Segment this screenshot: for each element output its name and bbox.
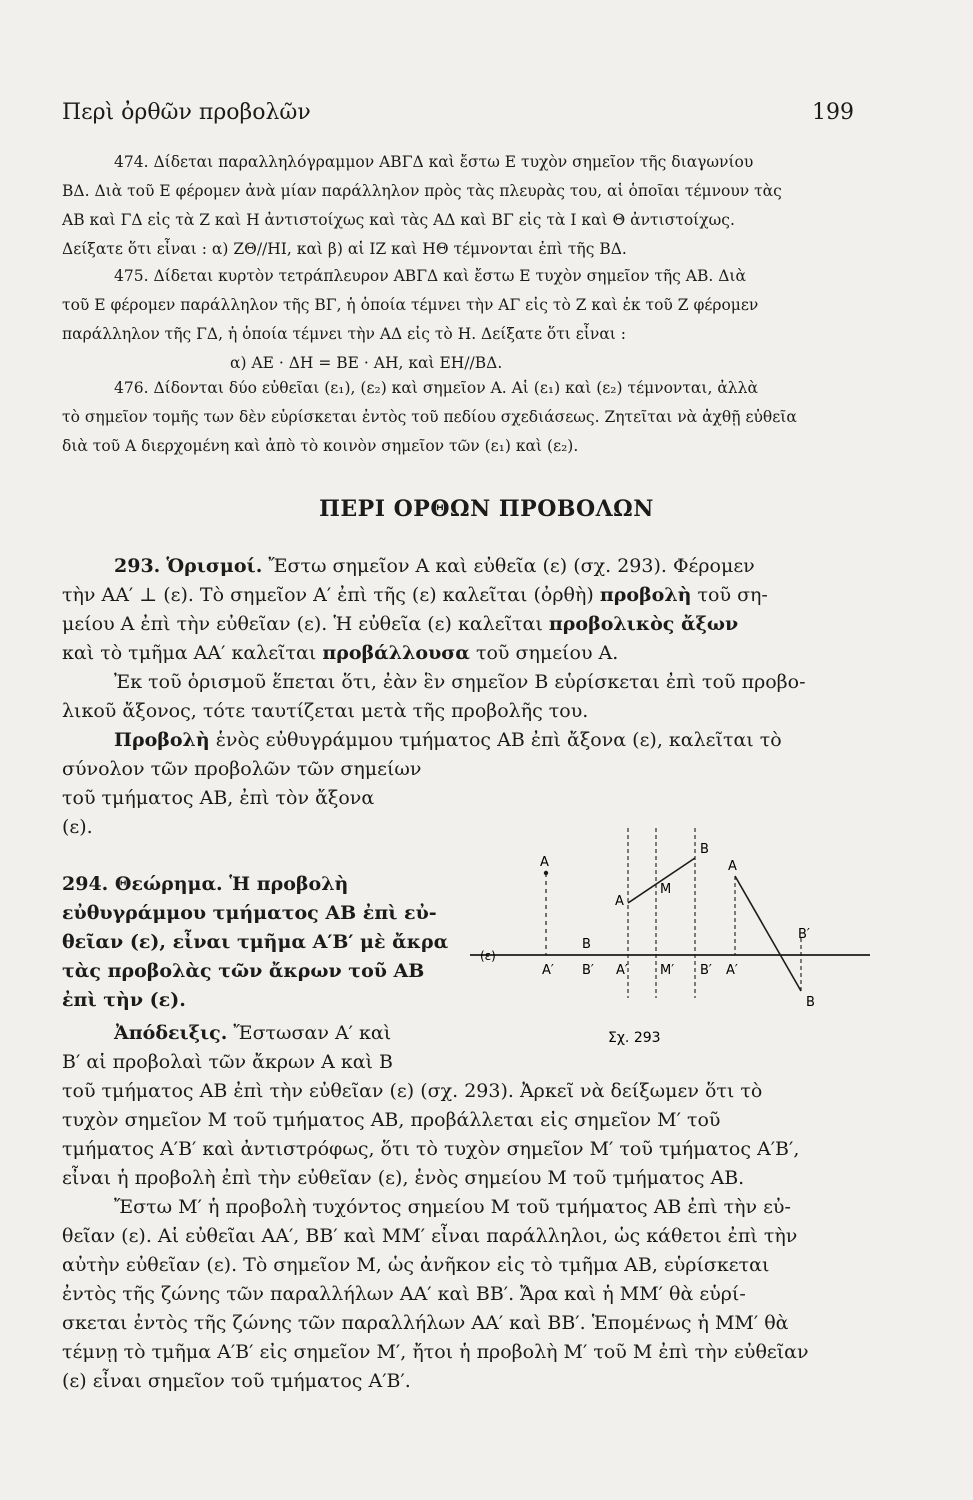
label-bp3: B′: [798, 927, 810, 942]
definition-line: Ἐκ τοῦ ὁρισμοῦ ἕπεται ὅτι, ἐὰν ἓν σημεῖον Β εὑρίσκεται ἐπὶ τοῦ προβο-: [114, 671, 806, 693]
proof-line: τοῦ τμήματος ΑΒ ἐπὶ τὴν εὐθεῖαν (ε) (σχ. 293). Ἀρκεῖ νὰ δείξωμεν ὅτι τὸ: [62, 1080, 763, 1102]
label-b3: B: [806, 995, 815, 1010]
text: τὴν ΑΑ′ ⊥ (ε). Τὸ σημεῖον Α′ ἐπὶ τῆς (ε) καλεῖται (ὀρθὴ): [62, 584, 594, 606]
definition-line: [62, 552, 854, 581]
term-segment-projection: Προβολὴ: [114, 729, 210, 751]
text: ἑνὸς εὐθυγράμμου τμήματος ΑΒ ἐπὶ ἄξονα (ε), καλεῖται τὸ: [215, 729, 782, 751]
definition-number: 293.: [114, 555, 161, 577]
definition-line: [62, 610, 854, 639]
section-title: ΠΕΡΙ ΟΡΘΩΝ ΠΡΟΒΟΛΩΝ: [319, 496, 654, 522]
definition-line: [62, 639, 854, 668]
label-b1: B: [582, 937, 591, 952]
label-ap2: A′: [616, 963, 628, 978]
text: καὶ τὸ τμῆμα ΑΑ′ καλεῖται: [62, 642, 317, 664]
proof-line: Β′ αἱ προβολαὶ τῶν ἄκρων Α καὶ Β: [62, 1051, 393, 1073]
term-projection: προβολὴ: [599, 584, 692, 606]
label-b: B: [700, 842, 709, 857]
exercise-line: παράλληλον τῆς ΓΔ, ἡ ὁποία τέμνει τὴν ΑΔ εἰς τὸ Η. Δείξατε ὅτι εἶναι :: [62, 325, 627, 343]
proof-line: Ἔστω Μ′ ἡ προβολὴ τυχόντος σημείου Μ τοῦ τμήματος ΑΒ ἐπὶ τὴν εὐ-: [114, 1196, 791, 1218]
definitions-paragraph: [62, 552, 854, 842]
text: τοῦ σημείου Α.: [475, 642, 619, 664]
figure-caption: Σχ. 293: [608, 1030, 661, 1046]
proof-line: ἐντὸς τῆς ζώνης τῶν παραλλήλων ΑΑ′ καὶ ΒΒ′. Ἄρα καὶ ἡ ΜΜ′ θὰ εὑρί-: [62, 1283, 746, 1305]
page-header: [62, 100, 854, 125]
segment-crossing: [735, 876, 801, 991]
text: τοῦ ση-: [697, 584, 768, 606]
label-a1: A: [540, 855, 549, 870]
definition-heading: Ὁρισμοί.: [166, 555, 263, 577]
proof-line: θεῖαν (ε). Αἱ εὐθεῖαι ΑΑ′, ΒΒ′ καὶ ΜΜ′ εἶναι παράλληλοι, ὡς κάθετοι ἐπὶ τὴν: [62, 1225, 798, 1247]
label-m: M: [660, 882, 672, 897]
text: Ἔστω σημεῖον Α καὶ εὐθεῖα (ε) (σχ. 293). Φέρομεν: [268, 555, 755, 577]
label-bp2: B′: [700, 963, 712, 978]
proof-line: τέμνῃ τὸ τμῆμα Α′Β′ εἰς σημεῖον Μ′, ἤτοι ἡ προβολὴ Μ′ τοῦ Μ ἐπὶ τὴν εὐθεῖαν: [62, 1341, 809, 1363]
point-marker: [544, 871, 548, 875]
theorem-line: 294. Θεώρημα. Ἡ προβολὴ: [62, 873, 349, 895]
theorem-line: τὰς προβολὰς τῶν ἄκρων τοῦ ΑΒ: [62, 960, 425, 982]
label-ap3: A′: [726, 963, 738, 978]
label-bp1: B′: [582, 963, 594, 978]
exercise-474: [62, 148, 854, 264]
proof-line: εἶναι ἡ προβολὴ ἐπὶ τὴν εὐθεῖαν (ε), ἑνὸς σημείου Μ τοῦ τμήματος ΑΒ.: [62, 1167, 745, 1189]
exercise-line: ΒΔ. Διὰ τοῦ Ε φέρομεν ἀνὰ μίαν παράλληλον πρὸς τὰς πλευρὰς του, αἱ ὁποῖαι τέμνουν τὰς: [62, 182, 782, 200]
exercise-line: ΑΒ καὶ ΓΔ εἰς τὰ Ζ καὶ Η ἀντιστοίχως καὶ τὰς ΑΔ καὶ ΒΓ εἰς τὰ Ι καὶ Θ ἀντιστοίχως.: [62, 211, 735, 229]
proof-heading: Ἀπόδειξις.: [114, 1022, 228, 1044]
definition-line: (ε).: [62, 816, 93, 838]
definition-line: τοῦ τμήματος ΑΒ, ἐπὶ τὸν ἄξονα: [62, 787, 375, 809]
proof-paragraph: [62, 1019, 854, 1396]
page-number: 199: [812, 100, 854, 125]
definition-line: [62, 726, 854, 755]
axis-label: (ε): [480, 949, 496, 963]
proof-line: αὐτὴν εὐθεῖαν (ε). Τὸ σημεῖον Μ, ὡς ἀνῆκον εἰς τὸ τμῆμα ΑΒ, εὑρίσκεται: [62, 1254, 770, 1276]
exercise-formula: α) ΑΕ · ΔΗ = ΒΕ · ΑΗ, καὶ ΕΗ//ΒΔ.: [230, 354, 503, 372]
label-a2: A: [728, 859, 737, 874]
definition-line: [62, 581, 854, 610]
theorem-line: εὐθυγράμμου τμήματος ΑΒ ἐπὶ εὐ-: [62, 902, 437, 924]
exercise-line: 476. Δίδονται δύο εὐθεῖαι (ε₁), (ε₂) καὶ σημεῖον Α. Αἱ (ε₁) καὶ (ε₂) τέμνονται, ἀλλὰ: [114, 379, 758, 397]
text: Ἔστωσαν Α′ καὶ: [233, 1022, 392, 1044]
exercise-line: 474. Δίδεται παραλληλόγραμμον ΑΒΓΔ καὶ ἔστω Ε τυχὸν σημεῖον τῆς διαγωνίου: [114, 153, 754, 171]
running-title: Περὶ ὀρθῶν προβολῶν: [62, 100, 311, 125]
theorem-line: θεῖαν (ε), εἶναι τμῆμα Α′Β′ μὲ ἄκρα: [62, 931, 449, 953]
exercise-line: διὰ τοῦ Α διερχομένη καὶ ἀπὸ τὸ κοινὸν σημεῖον τῶν (ε₁) καὶ (ε₂).: [62, 437, 579, 455]
exercise-line: τὸ σημεῖον τομῆς των δὲν εὑρίσκεται ἐντὸς τοῦ πεδίου σχεδιάσεως. Ζητεῖται νὰ ἀχθῇ εὐθεῖα: [62, 408, 797, 426]
figure-293: [470, 808, 870, 1058]
term-projection-axis: προβολικὸς ἄξων: [548, 613, 739, 635]
exercise-475: [62, 262, 854, 378]
proof-line: σκεται ἐντὸς τῆς ζώνης τῶν παραλλήλων ΑΑ′ καὶ ΒΒ′. Ἑπομένως ἡ ΜΜ′ θὰ: [62, 1312, 789, 1334]
definition-line: λικοῦ ἄξονος, τότε ταυτίζεται μετὰ τῆς προβολῆς του.: [62, 700, 589, 722]
exercise-476: [62, 374, 854, 461]
proof-line: (ε) εἶναι σημεῖον τοῦ τμήματος Α′Β′.: [62, 1370, 411, 1392]
label-ap1: A′: [542, 963, 554, 978]
proof-line: τυχὸν σημεῖον Μ τοῦ τμήματος ΑΒ, προβάλλεται εἰς σημεῖον Μ′ τοῦ: [62, 1109, 721, 1131]
exercise-line: 475. Δίδεται κυρτὸν τετράπλευρον ΑΒΓΔ καὶ ἔστω Ε τυχὸν σημεῖον τῆς ΑΒ. Διὰ: [114, 267, 746, 285]
proof-line: τμήματος Α′Β′ καὶ ἀντιστρόφως, ὅτι τὸ τυχὸν σημεῖον Μ′ τοῦ τμήματος Α′Β′,: [62, 1138, 800, 1160]
theorem-294: [62, 870, 462, 1015]
exercise-line: τοῦ Ε φέρομεν παράλληλον τῆς ΒΓ, ἡ ὁποία τέμνει τὴν ΑΓ εἰς τὸ Ζ καὶ ἐκ τοῦ Ζ φέρομεν: [62, 296, 759, 314]
term-projector: προβάλλουσα: [322, 642, 470, 664]
definition-line: σύνολον τῶν προβολῶν τῶν σημείων: [62, 758, 422, 780]
exercise-line: Δείξατε ὅτι εἶναι : α) ΖΘ//ΗΙ, καὶ β) αἱ ΙΖ καὶ ΗΘ τέμνονται ἐπὶ τῆς ΒΔ.: [62, 240, 627, 258]
text: μείου Α ἐπὶ τὴν εὐθεῖαν (ε). Ἡ εὐθεῖα (ε) καλεῖται: [62, 613, 543, 635]
label-a: A: [615, 894, 624, 909]
label-mp: M′: [660, 963, 675, 978]
theorem-line: ἐπὶ τὴν (ε).: [62, 989, 186, 1011]
